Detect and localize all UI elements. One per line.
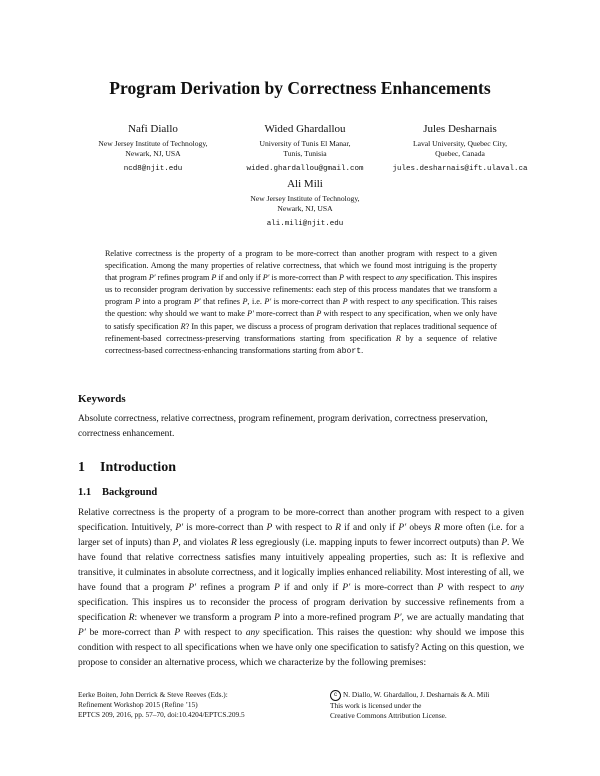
keywords-text: Absolute correctness, relative correctness, program refinement, program derivation, correctness preservation, correctness enhancement.: [78, 414, 488, 439]
author-name: Wided Ghardallou: [264, 123, 346, 135]
paper-title: Program Derivation by Correctness Enhancements: [109, 78, 491, 98]
author-affiliation: University of Tunis El Manar, Tunis, Tunisia: [259, 139, 351, 159]
abstract: Relative correctness is the property of a program to be more-correct than another program with respect to a given specification. Among the many properties of relative correctness, that which we found most intriguing is the property that program P′ refines program P if and only if P′ is more-correct than P with respect to any specification. This inspires us to reconsider program derivation by successive refinements: each step of this process mandates that we transform a program P into a program P′ that refines P, i.e. P′ is more-correct than P with respect to any specification. This raises the question: why should we want to make P′ more-correct than P with respect to any specification, when we only have to satisfy specification R? In this paper, we discuss a process of program derivation that replaces traditional sequence of refinement-based correctness-preserving transformations starting from specification R by a sequence of relative correctness-based correctness-enhancing transformations starting from abort.: [105, 249, 498, 356]
author-name: Ali Mili: [287, 178, 323, 190]
author-affiliation: Laval University, Quebec City, Quebec, Canada: [412, 139, 508, 159]
author-email[interactable]: jules.desharnais@ift.ulaval.ca: [392, 165, 528, 174]
keywords-heading: Keywords: [78, 393, 126, 405]
author-affiliation: New Jersey Institute of Technology, Newark, NJ, USA: [98, 139, 208, 159]
author-email[interactable]: wided.ghardallou@gmail.com: [246, 165, 364, 174]
license-link[interactable]: Creative Commons Attribution License.: [330, 711, 447, 721]
section-heading: 1 Introduction: [78, 460, 176, 475]
author-email[interactable]: ncd8@njit.edu: [123, 165, 183, 174]
author-email[interactable]: ali.mili@njit.edu: [266, 220, 344, 229]
footer-citation: Eerke Boiten, John Derrick & Steve Reeves (Eds.): Refinement Workshop 2015 (Refine ’15) EPTCS 209, 2016, pp. 57–70, doi:10.4204/EPTCS.209.5: [78, 690, 245, 720]
author-block: [220, 122, 390, 174]
author-name: Jules Desharnais: [423, 123, 497, 135]
author-affiliation: New Jersey Institute of Technology, Newark, NJ, USA: [250, 194, 360, 214]
subsection-heading: 1.1 Background: [78, 487, 158, 498]
copyright-icon: c: [330, 690, 341, 701]
body-paragraph: Relative correctness is the property of a program to be more-correct than another program with respect to a given specification. Intuitively, P′ is more-correct than P with respect to R if and only if P′ obeys R more often (i.e. for a larger set of inputs) than P, and violates R less egregiously (i.e. mapping inputs to fewer incorrect outputs) than P. We have found that relative correctness satisfies many intuitively appealing properties, such as: It is reflexive and transitive, it culminates in absolute correctness, and it logically implies enhanced reliability. Most interesting of all, we have found that a program P′ refines a program P if and only if P′ is more-correct than P with respect to any specification. This inspires us to reconsider the process of program derivation by successive refinements from a specification R: whenever we transform a program P into a more-refined program P′, we are actually mandating that P′ be more-correct than P with respect to any specification. This raises the question: why should we impose this condition with respect to all specifications when we have only one specification to satisfy? Acting on this question, we propose to consider an alternative process, which we characterize by the following premises:: [78, 508, 524, 668]
author-block: [78, 122, 228, 174]
footer-license: c N. Diallo, W. Ghardallou, J. Desharnais & A. Mili This work is licensed under the Creative Commons Attribution License.: [330, 690, 490, 721]
author-name: Nafi Diallo: [128, 123, 178, 135]
author-block: [370, 122, 550, 174]
author-block: [220, 177, 390, 229]
